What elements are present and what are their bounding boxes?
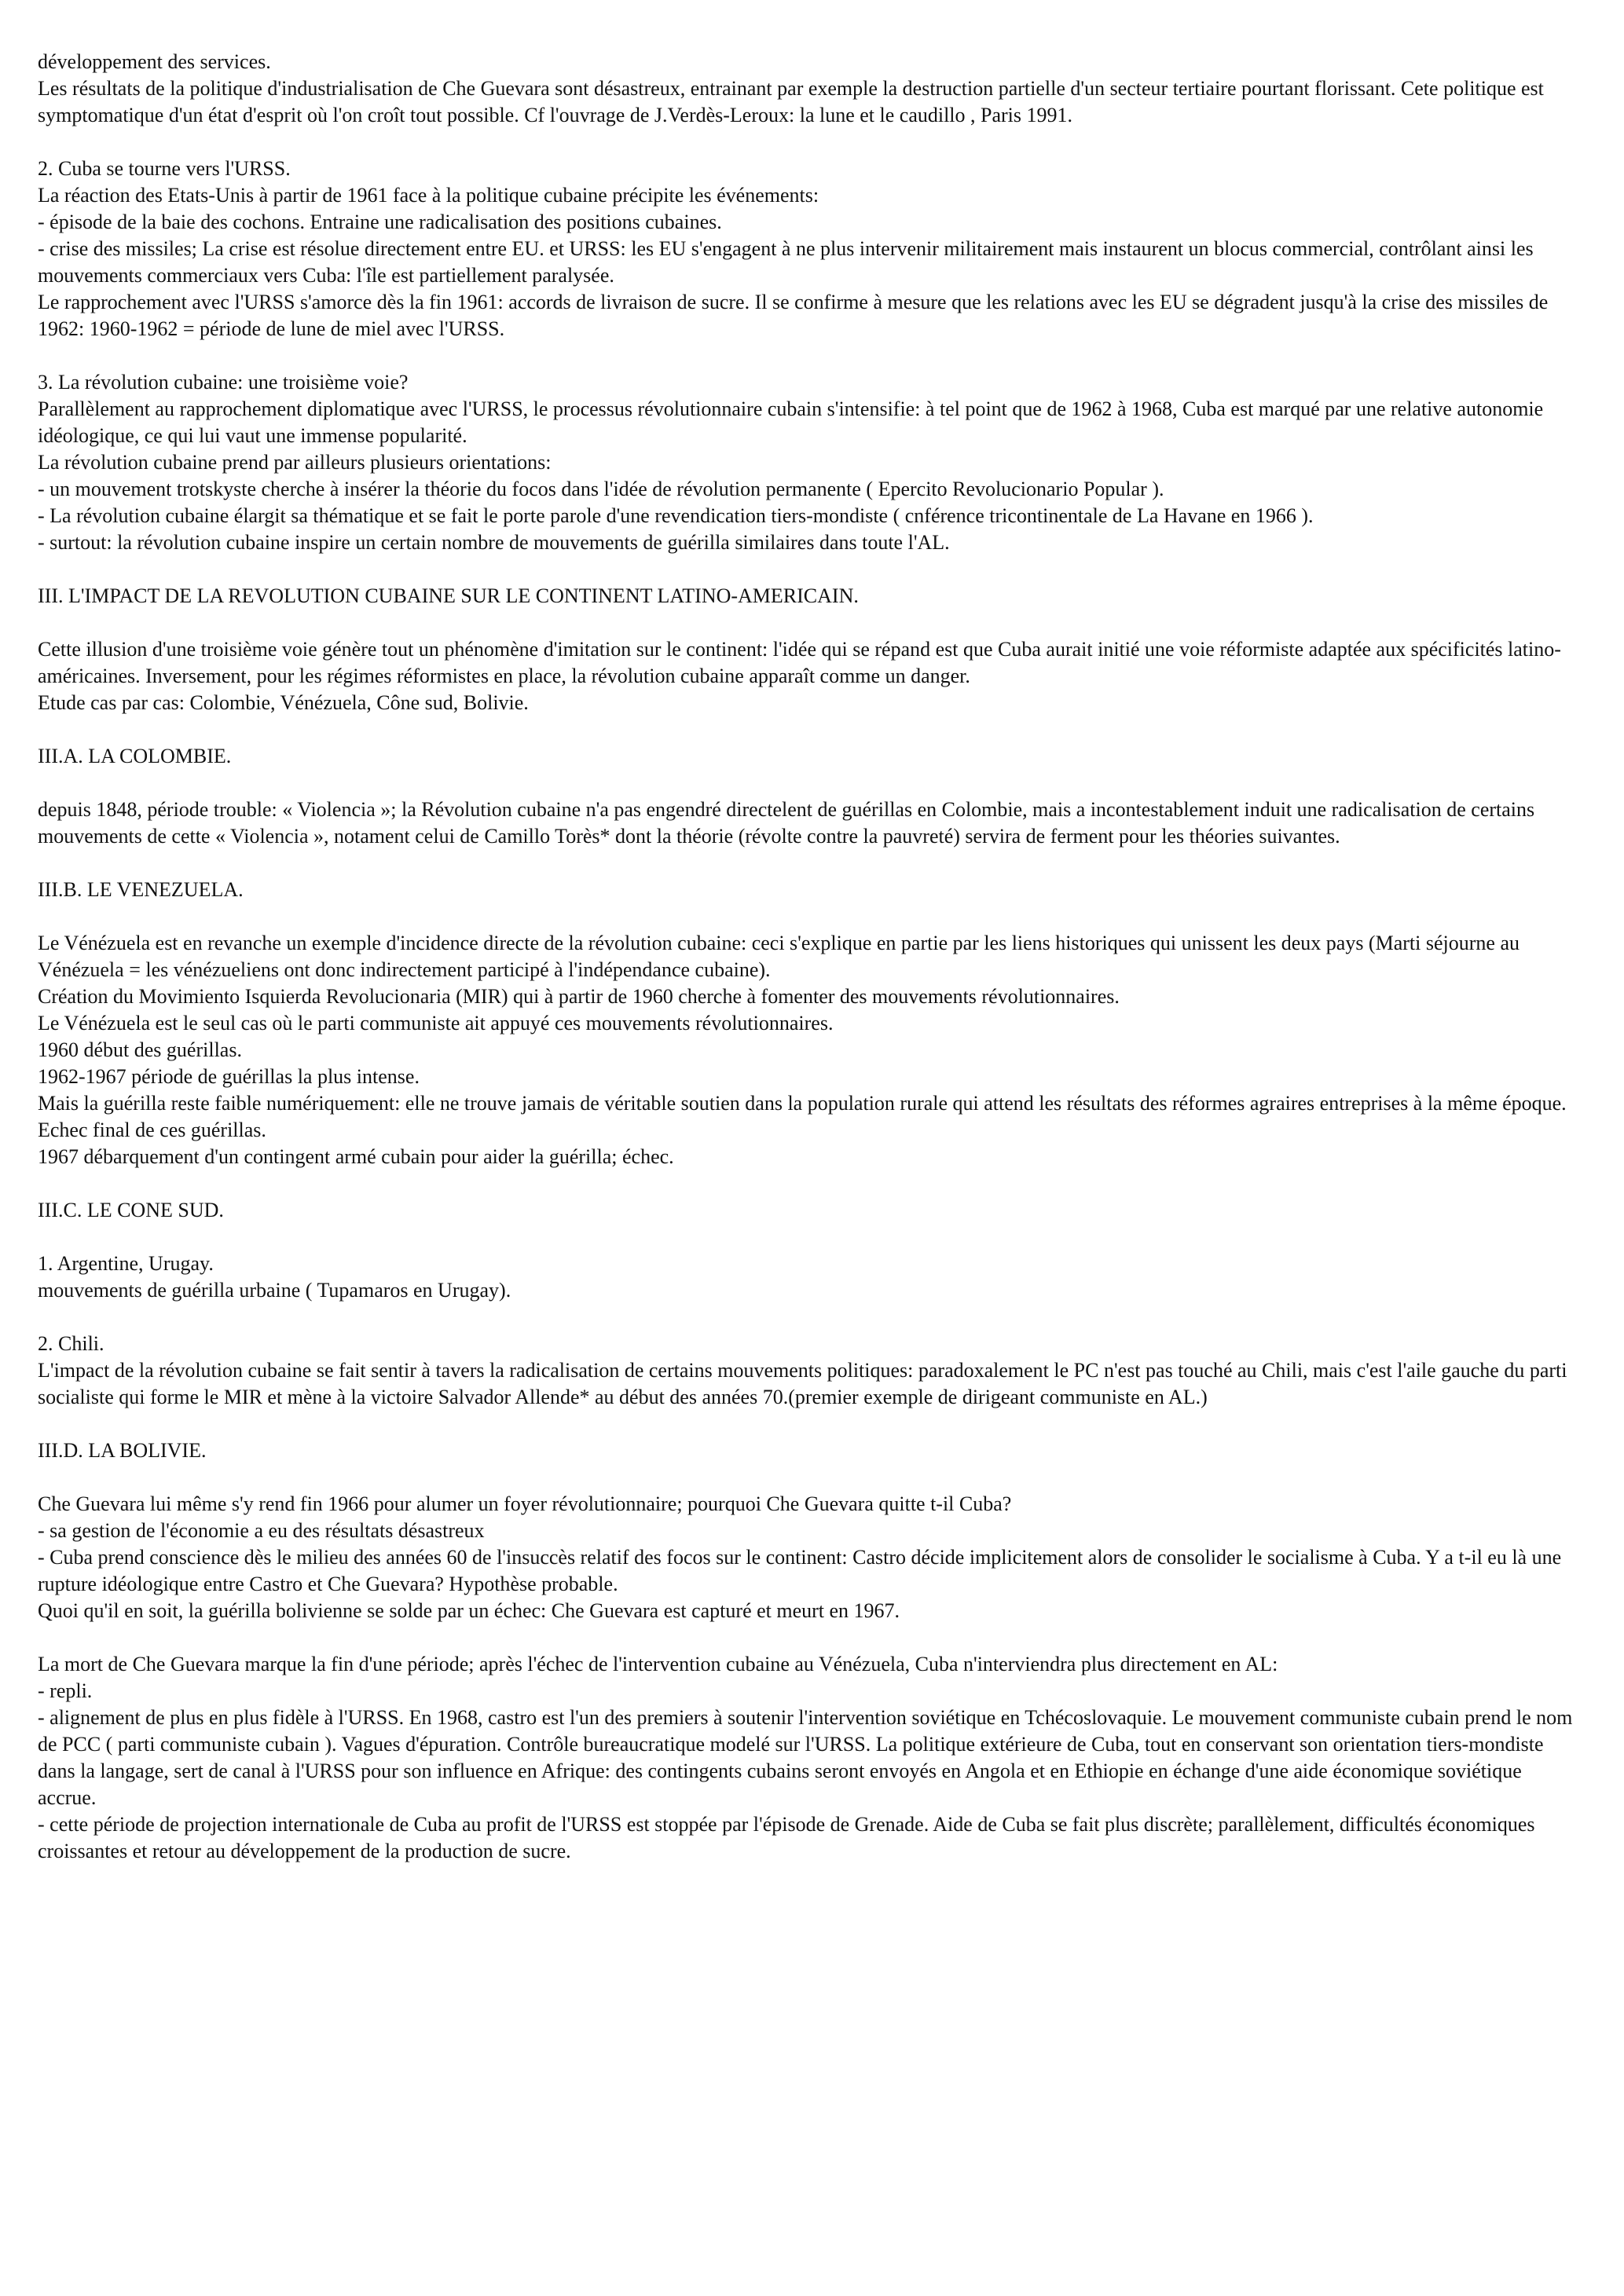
heading-text: III. L'IMPACT DE LA REVOLUTION CUBAINE SUR LE CONTINENT LATINO-AMERICAIN.	[38, 584, 859, 607]
text-line: Le Vénézuela est le seul cas où le parti communiste ait appuyé ces mouvements révolutionnaires.	[38, 1012, 834, 1034]
text-line: - cette période de projection internationale de Cuba au profit de l'URSS est stoppée par l'épisode de Grenade. Aide de Cuba se fait plus discrète; parallèlement, difficultés économiques croissantes et retour au développement de la production de sucre.	[38, 1813, 1535, 1862]
document-page	[38, 49, 1578, 1891]
paragraph	[38, 49, 1578, 129]
text-line: - sa gestion de l'économie a eu des résultats désastreux	[38, 1519, 485, 1542]
text-line: Echec final de ces guérillas.	[38, 1119, 266, 1141]
text-line: 1960 début des guérillas.	[38, 1038, 242, 1061]
text-line: Cette illusion d'une troisième voie génère tout un phénomène d'imitation sur le continent: l'idée qui se répand est que Cuba aurait initié une voie réformiste adaptée aux spécificités latino-américaines. Inversement, pour les régimes réformistes en place, la révolution cubaine apparaît comme un danger.	[38, 638, 1561, 687]
heading-text: III.D. LA BOLIVIE.	[38, 1439, 207, 1462]
text-line: mouvements de guérilla urbaine ( Tupamaros en Urugay).	[38, 1279, 511, 1302]
paragraph	[38, 930, 1578, 1170]
text-line: 1967 débarquement d'un contingent armé cubain pour aider la guérilla; échec.	[38, 1145, 674, 1168]
heading-text: III.C. LE CONE SUD.	[38, 1199, 224, 1221]
text-line: Le rapprochement avec l'URSS s'amorce dès la fin 1961: accords de livraison de sucre. Il se confirme à mesure que les relations avec les EU se dégradent jusqu'à la crise des missiles de 1962: 1960-1962 = période de lune de miel avec l'URSS.	[38, 291, 1549, 340]
section-heading	[38, 1197, 1578, 1224]
text-line: 1962-1967 période de guérillas la plus intense.	[38, 1065, 420, 1088]
heading-text: III.A. LA COLOMBIE.	[38, 745, 232, 767]
text-line: La réaction des Etats-Unis à partir de 1961 face à la politique cubaine précipite les événements:	[38, 184, 819, 207]
text-line: - La révolution cubaine élargit sa thématique et se fait le porte parole d'une revendication tiers-mondiste ( cnférence tricontinentale de La Havane en 1966 ).	[38, 504, 1314, 527]
text-line: Quoi qu'il en soit, la guérilla bolivienne se solde par un échec: Che Guevara est capturé et meurt en 1967.	[38, 1599, 900, 1622]
paragraph	[38, 1331, 1578, 1411]
section-heading	[38, 583, 1578, 610]
text-line: L'impact de la révolution cubaine se fait sentir à tavers la radicalisation de certains mouvements politiques: paradoxalement le PC n'est pas touché au Chili, mais c'est l'aile gauche du parti socialiste qui forme le MIR et mène à la victoire Salvador Allende* au début des années 70.(premier exemple de dirigeant communiste en AL.)	[38, 1359, 1567, 1408]
text-line: - repli.	[38, 1679, 93, 1702]
text-line: Mais la guérilla reste faible numériquement: elle ne trouve jamais de véritable soutien dans la population rurale qui attend les résultats des réformes agraires entreprises à la même époque.	[38, 1092, 1567, 1115]
heading-text: III.B. LE VENEZUELA.	[38, 878, 244, 901]
text-line: - un mouvement trotskyste cherche à insérer la théorie du focos dans l'idée de révolution permanente ( Epercito Revolucionario Popular ).	[38, 478, 1164, 500]
paragraph	[38, 156, 1578, 342]
text-line: Les résultats de la politique d'industrialisation de Che Guevara sont désastreux, entrainant par exemple la destruction partielle d'un secteur tertiaire pourtant florissant. Cete politique est symptomatique d'un état d'esprit où l'on croît tout possible. Cf l'ouvrage de J.Verdès-Leroux: la lune et le caudillo , Paris 1991.	[38, 77, 1544, 126]
text-line: Le Vénézuela est en revanche un exemple d'incidence directe de la révolution cubaine: ceci s'explique en partie par les liens historiques qui unissent les deux pays (Marti séjourne au Vénézuela = les vénézueliens ont donc indirectement participé à l'indépendance cubaine).	[38, 932, 1520, 981]
text-line: - Cuba prend conscience dès le milieu des années 60 de l'insuccès relatif des focos sur le continent: Castro décide implicitement alors de consolider le socialisme à Cuba. Y a t-il eu là une rupture idéologique entre Castro et Che Guevara? Hypothèse probable.	[38, 1546, 1562, 1595]
text-line: - surtout: la révolution cubaine inspire un certain nombre de mouvements de guérilla similaires dans toute l'AL.	[38, 531, 950, 554]
text-line: - épisode de la baie des cochons. Entraine une radicalisation des positions cubaines.	[38, 211, 722, 233]
section-heading	[38, 743, 1578, 770]
paragraph	[38, 636, 1578, 716]
text-line: Parallèlement au rapprochement diplomatique avec l'URSS, le processus révolutionnaire cubain s'intensifie: à tel point que de 1962 à 1968, Cuba est marqué par une relative autonomie idéologique, ce qui lui vaut une immense popularité.	[38, 397, 1544, 447]
text-line: Etude cas par cas: Colombie, Vénézuela, Cône sud, Bolivie.	[38, 691, 529, 714]
section-heading	[38, 1437, 1578, 1464]
text-line: La mort de Che Guevara marque la fin d'une période; après l'échec de l'intervention cubaine au Vénézuela, Cuba n'interviendra plus directement en AL:	[38, 1653, 1278, 1675]
text-line: - crise des missiles; La crise est résolue directement entre EU. et URSS: les EU s'engagent à ne plus intervenir militairement mais instaurent un blocus commercial, contrôlant ainsi les mouvements commerciaux vers Cuba: l'île est partiellement paralysée.	[38, 237, 1534, 287]
paragraph	[38, 1491, 1578, 1624]
text-line: - alignement de plus en plus fidèle à l'URSS. En 1968, castro est l'un des premiers à soutenir l'intervention soviétique en Tchécoslovaquie. Le mouvement communiste cubain prend le nom de PCC ( parti communiste cubain ). Vagues d'épuration. Contrôle bureaucratique modelé sur l'URSS. La politique extérieure de Cuba, tout en conservant son orientation tiers-mondiste dans la langage, sert de canal à l'URSS pour son influence en Afrique: des contingents cubains seront envoyés en Angola et en Ethiopie en échange d'une aide économique soviétique accrue.	[38, 1706, 1573, 1809]
text-line: depuis 1848, période trouble: « Violencia »; la Révolution cubaine n'a pas engendré directelent de guérillas en Colombie, mais a incontestablement induit une radicalisation de certains mouvements de cette « Violencia », notament celui de Camillo Torès* dont la théorie (révolte contre la pauvreté) servira de ferment pour les théories suivantes.	[38, 798, 1535, 848]
section-heading	[38, 877, 1578, 903]
paragraph	[38, 796, 1578, 850]
text-line: 3. La révolution cubaine: une troisième voie?	[38, 371, 409, 394]
paragraph	[38, 1251, 1578, 1304]
text-line: 2. Cuba se tourne vers l'URSS.	[38, 157, 291, 180]
text-line: développement des services.	[38, 50, 271, 73]
text-line: Création du Movimiento Isquierda Revolucionaria (MIR) qui à partir de 1960 cherche à fomenter des mouvements révolutionnaires.	[38, 985, 1120, 1008]
text-line: La révolution cubaine prend par ailleurs plusieurs orientations:	[38, 451, 552, 474]
paragraph	[38, 369, 1578, 556]
text-line: Che Guevara lui même s'y rend fin 1966 pour alumer un foyer révolutionnaire; pourquoi Che Guevara quitte t-il Cuba?	[38, 1492, 1012, 1515]
text-line: 1. Argentine, Urugay.	[38, 1252, 214, 1275]
paragraph	[38, 1651, 1578, 1865]
text-line: 2. Chili.	[38, 1332, 104, 1355]
